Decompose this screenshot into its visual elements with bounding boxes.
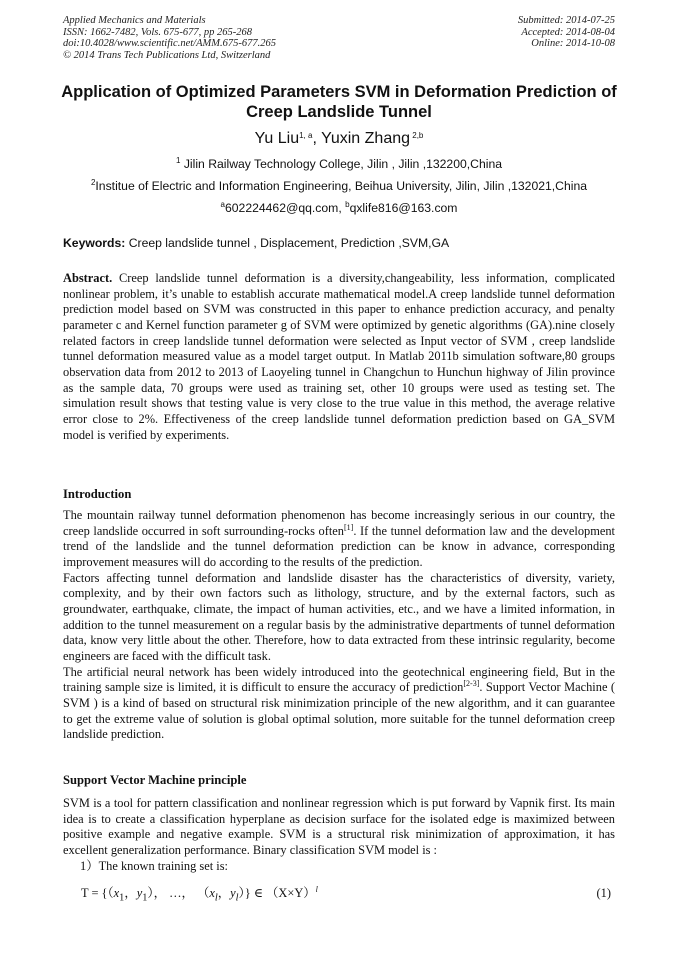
- author-name: Yu Liu: [254, 130, 300, 147]
- section-heading-svm: Support Vector Machine principle: [63, 773, 247, 787]
- author-affiliation-mark: 1, a: [299, 131, 313, 140]
- equation-superscript: l: [315, 885, 318, 894]
- affiliation-2: [0, 179, 678, 194]
- paragraph: [63, 508, 615, 571]
- equation-body: [81, 886, 318, 905]
- section-heading-introduction: Introduction: [63, 487, 132, 501]
- affiliation-1: [0, 157, 678, 172]
- paper-title: Application of Optimized Parameters SVM in Deformation Prediction of Creep Landslide Tunnel: [61, 83, 617, 121]
- equation-part: ）， …， （: [147, 886, 210, 900]
- equation-symbol: y: [136, 886, 143, 900]
- abstract-label: Abstract.: [63, 271, 113, 285]
- doi-line[interactable]: doi:10.4028/www.scientific.net/AMM.675-677.265: [63, 38, 276, 50]
- journal-name: Applied Mechanics and Materials: [63, 15, 206, 26]
- author-affiliation-mark: 2,b: [410, 131, 424, 140]
- email-line: [0, 201, 678, 216]
- abstract-text: Creep landslide tunnel deformation is a diversity,changeability, less information, complicated nonlinear problem, it’s unable to establish accurate mathematical model.A creep landslide tunnel deformation prediction model based on SVM was constructed in this paper to enhance prediction accuracy, and penalty parameter c and Kernel function parameter g of SVM were optimized by genetic algorithms (GA).nine closely related factors in creep landslide tunnel deformation were selected as Input vector of SVM , creep landslide tunnel deformation measured value as a model target output. In Matlab 2011b simulation software,80 groups observation data from 2012 to 2013 of Laoyeling tunnel in Changchun to Hunchun highway of Jilin province as the sample data, 70 groups were used as training set, other 10 groups were used as testing set. The simulation result shows that testing value is very close to the true value in this method, the average relative error close to 2%. Effectiveness of the creep landslide tunnel deformation prediction based on GA_SVM model is verified by experiments.: [63, 271, 615, 442]
- equation-subscript: l: [235, 892, 239, 904]
- author-line: [0, 129, 678, 149]
- issn-line: ISSN: 1662-7482, Vols. 675-677, pp 265-268: [63, 26, 252, 38]
- equation-subscript: 1: [142, 892, 148, 904]
- equation-subscript: l: [214, 892, 218, 904]
- affiliation-text: Institue of Electric and Information Engineering, Beihua University, Jilin, Jilin ,132021,China: [95, 179, 588, 193]
- email-mark: a: [220, 200, 225, 209]
- equation-symbol: x: [209, 886, 215, 900]
- equation-number: (1): [596, 886, 611, 900]
- citation[interactable]: [2-3]: [463, 679, 480, 689]
- paragraph: SVM is a tool for pattern classification and nonlinear regression which is put forward by Vapnik first. Its main idea is to create a classification hyperplane as decision surface for the isolated edge is maximized between positive example and negative example. SVM is a structural risk minimization of approximation, it has excellent generalization performance. Binary classification SVM model is :: [63, 796, 615, 857]
- author-separator: ,: [312, 130, 322, 147]
- list-item: 1）The known training set is:: [80, 858, 228, 873]
- dates-header: [518, 15, 615, 50]
- introduction-body: [63, 508, 615, 743]
- equation-part: ，: [217, 886, 231, 900]
- email-mark: b: [345, 200, 350, 209]
- paragraph-text: . Support Vector Machine ( SVM ) is a kind of based on structural risk minimization principle of the new algorithm, and it can guarantee to get the extreme value of solution is global optimal solution, more suitable for the tunnel deformation creep landslide prediction.: [63, 680, 615, 742]
- copyright-line: © 2014 Trans Tech Publications Ltd, Switzerland: [63, 49, 271, 61]
- email-a[interactable]: 602224462@qq.com,: [224, 201, 346, 215]
- paragraph: Factors affecting tunnel deformation and landslide disaster has the characteristics of diversity, variety, complexity, and by their own factors such as lithology, structure, and by the external factors, such as groundwater, earthquake, climate, the impact of human activities, etc., and we have a limited information, in addition to the tunnel measurement on a regular basis by the administrative departments of tunnel deformation data, know very little about the other. Therefore, how to data extracted from these intrinsic regularity, become engineers are faced with the difficult task.: [63, 570, 615, 663]
- abstract: [63, 271, 615, 443]
- keywords-label: Keywords:: [63, 236, 129, 250]
- online-date: Online: 2014-10-08: [531, 38, 615, 50]
- accepted-date: Accepted: 2014-08-04: [521, 26, 615, 38]
- keywords: [63, 236, 449, 251]
- paragraph: [63, 665, 615, 743]
- keywords-text: Creep landslide tunnel , Displacement, Prediction ,SVM,GA: [128, 236, 450, 250]
- affiliation-mark: 1: [175, 156, 181, 165]
- equation-subscript: 1: [119, 892, 125, 904]
- paragraph-text: . If the tunnel deformation law and the development trend of the landslide and the tunnel deformation prediction can be know in advance, corresponding improvement measures will do according to the results of the prediction.: [63, 523, 615, 569]
- equation-symbol: y: [230, 886, 236, 900]
- paragraph-text: The mountain railway tunnel deformation phenomenon has become increasingly serious in our country, the creep landslide occurred in soft surrounding-rocks often: [63, 508, 615, 538]
- author-name: Yuxin Zhang: [321, 130, 411, 147]
- submitted-date: Submitted: 2014-07-25: [517, 15, 615, 26]
- email-b[interactable]: qxlife816@163.com: [349, 201, 458, 215]
- affiliation-mark: 2: [90, 178, 96, 187]
- equation-symbol: x: [113, 886, 120, 900]
- svm-body: [63, 796, 615, 874]
- equation-part: ，: [124, 886, 137, 900]
- equation-part: ）} ∈ （X×Y）: [238, 886, 316, 900]
- citation[interactable]: [1]: [343, 522, 354, 532]
- journal-header: [63, 15, 276, 61]
- equation-part: T = {（: [81, 886, 114, 900]
- affiliation-text: Jilin Railway Technology College, Jilin , Jilin ,132200,China: [180, 157, 503, 171]
- paragraph-text: The artificial neural network has been widely introduced into the geotechnical engineering field, But in the training sample size is limited, it is difficult to ensure the accuracy of prediction: [63, 664, 615, 695]
